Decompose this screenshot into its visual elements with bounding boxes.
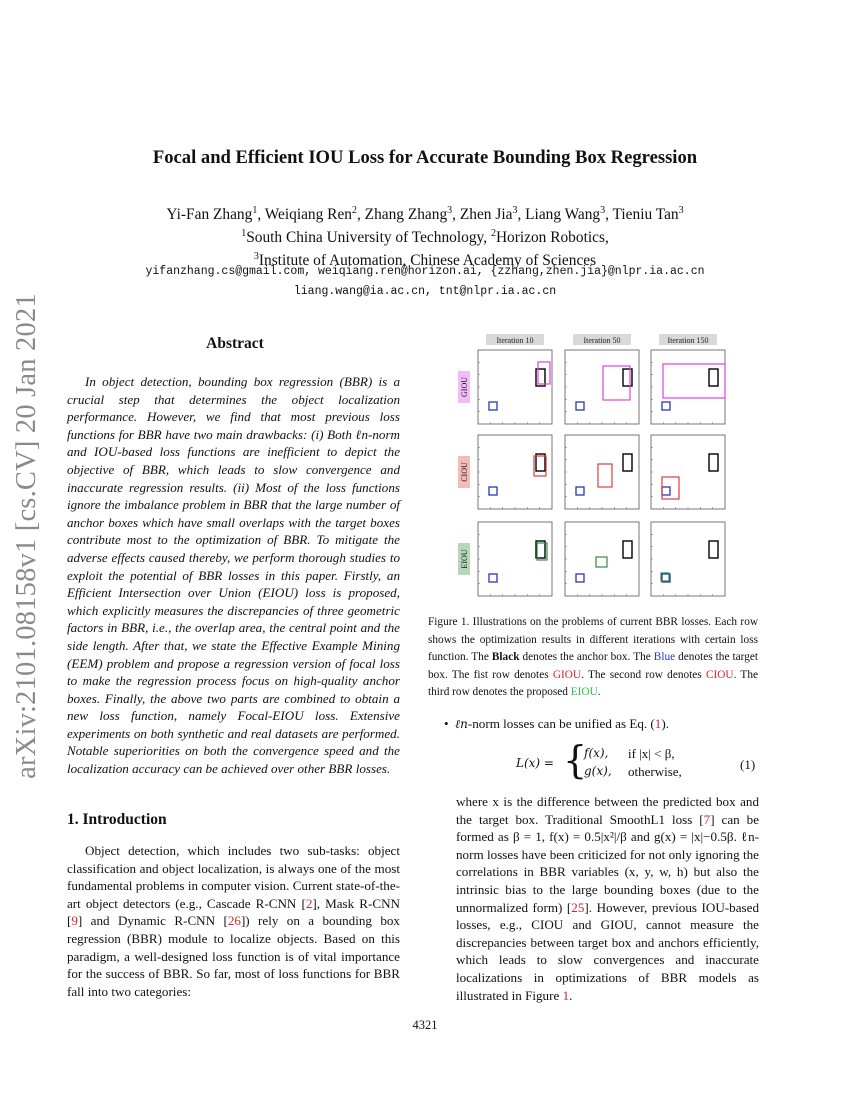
abstract-heading: Abstract: [206, 335, 264, 352]
figure-1: [455, 330, 773, 598]
citation-link[interactable]: 26: [227, 913, 241, 929]
page-number: 4321: [412, 1018, 438, 1032]
plot-panel: [478, 435, 552, 509]
email-line-2: liang.wang@ia.ac.cn, tnt@nlpr.ia.ac.cn: [293, 285, 557, 298]
plot-panel: [565, 435, 639, 509]
author: Weiqiang Ren: [264, 206, 352, 224]
arxiv-stamp: [2, 293, 52, 779]
introduction-heading: 1. Introduction: [67, 811, 167, 828]
author: Tieniu Tan: [612, 206, 679, 224]
citation-link[interactable]: 25: [571, 899, 585, 915]
arxiv-id: arXiv:2101.08158v1 [cs.CV] 20 Jan 2021: [11, 293, 42, 779]
row-label: GIOU: [460, 377, 469, 397]
paper-title: Focal and Efficient IOU Loss for Accurate Bounding Box Regression: [152, 147, 698, 168]
author: Yi-Fan Zhang: [166, 206, 253, 224]
author-emails: [0, 262, 850, 302]
abstract-text: In object detection, bounding box regression (BBR) is a crucial step that determines the object localization performance. However, we find that most previous loss functions for BBR have two main drawbacks: (i) Both ℓn-norm and IOU-based loss functions are inefficient to depict the objective of BBR, which leads to slow convergence and inaccurate regression results. (ii) Most of the loss functions ignore the imbalance problem in BBR that the large number of anchor boxes which have small overlaps with the target boxes contribute most to the optimization of BBR. To mitigate the adverse effects caused thereby, we perform thorough studies to exploit the potential of BBR losses in this paper. Firstly, an Efficient Intersection over Union (EIOU) loss is proposed, which explicitly measures the discrepancies of three geometric factors in BBR, i.e., the overlap area, the central point and the side length. After that, we state the Effective Example Mining (EEM) problem and propose a regression version of focal loss to make the regression process focus on high-quality anchor boxes. Finally, the above two parts are combined to obtain a new loss function, namely Focal-EIOU loss. Extensive experiments on both synthetic and real datasets are performed. Notable superiorities on both the convergence speed and the localization accuracy can be achieved over other BBR losses.: [67, 374, 400, 777]
citation-link[interactable]: 2: [305, 895, 313, 911]
author: Zhen Jia: [459, 206, 513, 224]
author: Zhang Zhang: [364, 206, 448, 224]
author: Liang Wang: [525, 206, 601, 224]
plot-panel: [565, 522, 639, 596]
equation-ref[interactable]: 1: [654, 716, 662, 731]
bullet-item: • ℓn-norm losses can be unified as Eq. (1).: [444, 716, 669, 731]
affiliation-line: $^1$South China University of Technology, $^2$Horizon Robotics,: [241, 228, 609, 247]
figure-caption: Figure 1. Illustrations on the problems of current BBR losses. Each row shows the optimization results in different iterations with certain loss function. The Black denotes the anchor box. The Blue denotes the target box. The fist row denotes GIOU. The second row denotes CIOU. The third row denotes the proposed EIOU.: [428, 616, 758, 699]
introduction-paragraph: Object detection, which includes two sub-tasks: object classification and object localization, is always one of the most fundamental problems in computer vision. Current state-of-the-art object detectors (e.g., Cascade R-CNN [2], Mask R-CNN [9] and Dynamic R-CNN [26]) rely on a bounding box regression (BBR) module to localize objects. Based on this paradigm, a well-designed loss function is of vital importance for the success of BBR. So far, most of loss functions for BBR fall into two categories:: [67, 843, 400, 999]
affiliation-line: $^3$Institute of Automation, Chinese Academy of Sciences: [253, 251, 597, 270]
author-names: Yi-Fan Zhang$^1$, Weiqiang Ren$^2$, Zhang Zhang$^3$, Zhen Jia$^3$, Liang Wang$^3$, Tieniu Tan$^3$: [166, 205, 684, 224]
citation-link[interactable]: 7: [703, 811, 711, 827]
figure-ref[interactable]: 1: [562, 987, 570, 1003]
plot-panel: [651, 522, 725, 596]
equation-1: L(x) = { f(x), if |x| < β, g(x), otherwise,: [516, 738, 682, 782]
right-column-paragraph: where x is the difference between the predicted box and the target box. Traditional SmoothL1 loss [7] can be formed as β = 1, f(x) = 0.5|x²|/β and g(x) = |x|−0.5β. ℓn-norm losses have been criticized for not only ignoring the correlations in BBR variables (x, y, w, h) but also the intrinsic bias to the large bounding boxes (due to the unnormalized form) [25]. However, previous IOU-based losses, e.g., CIOU and GIOU, cannot measure the discrepancies between target box and anchors efficiently, which leads to slow convergences and inaccurate localizations in optimizations of BBR models as illustrated in Figure 1.: [456, 794, 760, 1003]
row-label: CIOU: [460, 462, 469, 482]
row-label: EIOU: [460, 549, 469, 569]
iteration-label: Iteration 50: [583, 336, 621, 345]
plot-panel: [651, 350, 725, 424]
plot-panel: [565, 350, 639, 424]
equation-number: (1): [740, 757, 756, 772]
citation-link[interactable]: 9: [71, 913, 78, 929]
email-line-1: yifanzhang.cs@gmail.com, weiqiang.ren@horizon.ai, {zzhang,zhen.jia}@nlpr.ia.ac.cn: [145, 265, 705, 278]
author-block: [0, 201, 850, 270]
plot-panel: [478, 522, 552, 596]
iteration-label: Iteration 10: [496, 336, 534, 345]
plot-panel: [478, 350, 552, 424]
iteration-label: Iteration 150: [667, 336, 709, 345]
